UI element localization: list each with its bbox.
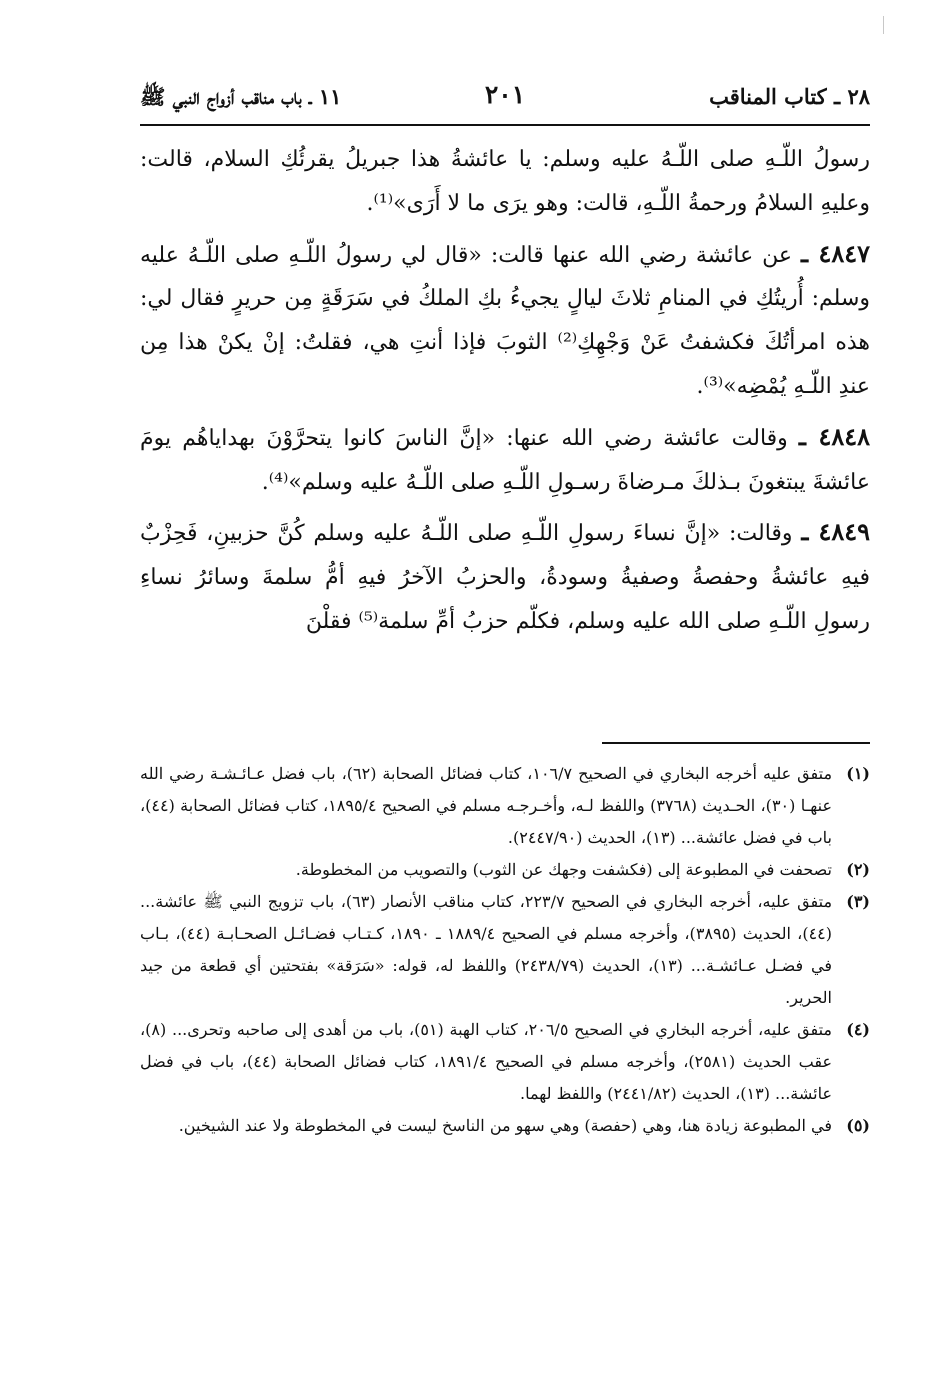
footnote-rule [602,742,870,744]
footnote [140,1014,870,1110]
footnotes [140,758,870,1142]
hadith-number: ٤٨٤٩ ـ [801,517,871,547]
hadith-4848 [140,415,870,505]
footnote-number: (٣) [846,892,870,911]
footnote-text: تصحفت في المطبوعة إلى (فكشفت وجهك عن الثوب) والتصويب من المخطوطة. [295,860,832,879]
running-header [140,80,870,116]
footnote-text: متفق عليه، أخرجه البخاري في الصحيح ٢٠٦/٥، كتاب الهبة (٥١)، باب من أهدى إلى صاحبه وتحرى... (٨)، عقب الحديث (٢٥٨١)، وأخرجه مسلم في الصحيح ١٨٩١/٤، كتاب فضائل الصحابة (٤٤)، باب في فضل عائشة... (١٣)، الحديث (٢٤٤١/٨٢) واللفظ لهما. [140,1020,833,1103]
footnote-text: متفق عليه، أخرجه البخاري في الصحيح ٢٢٣/٧، كتاب مناقب الأنصار (٦٣)، باب تزويج النبي ﷺ عائشة... (٤٤)، الحديث (٣٨٩٥)، وأخرجه مسلم في الصحيح ١٨٨٩/٤ ـ ١٨٩٠، كـتـاب فضـائـل الصحـابـة (٤٤)، بـاب في فضـل عـائشـة... (١٣)، الحديث (٢٤٣٨/٧٩) واللفظ له، قوله: «سَرَقة» بفتحتين أي قطعة من جيد الحرير. [140,892,833,1007]
main-text [140,138,870,650]
scan-edge-mark [883,16,884,34]
footnote-text: متفق عليه أخرجه البخاري في الصحيح ١٠٦/٧، كتاب فضائل الصحابة (٦٢)، باب فضل عـائـشـة رضي الله عنهـا (٣٠)، الحـديث (٣٧٦٨) واللفظ لـه، وأخـرجـه مسلم في الصحيح ١٨٩٥/٤، كتاب فضائل الصحابة (٤٤)، باب في فضل عائشة... (١٣)، الحديث (٢٤٤٧/٩٠). [140,764,833,847]
footnote [140,886,870,1014]
hadith-4849 [140,510,870,643]
footnote-number: (٢) [846,860,870,879]
footnote [140,854,870,886]
footnote-text: في المطبوعة زيادة هنا، وهي (حفصة) وهي سهو من الناسخ ليست في المخطوطة ولا عند الشيخين. [178,1116,832,1135]
header-book-title: ٢٨ ـ كتاب المناقب [709,84,870,109]
footnote-number: (٤) [846,1020,870,1039]
page-number: ٢٠١ [484,80,526,109]
book-page [140,0,870,1392]
footnote-number: (١) [846,764,870,783]
continued-paragraph: رسولُ اللّـهِ صلى اللّـهُ عليه وسلم: يا عائشةُ هذا جبريلُ يقرئُكِ السلام، قالت: وعليهِ السلامُ ورحمةُ اللّـهِ، قالت: وهو يرَى ما لا أَرَى»⁽¹⁾. [140,147,870,216]
header-chapter-title: ١١ ـ باب مناقب أزواج النبي ﷺ [140,84,342,109]
hadith-text: وقالت عائشة رضي الله عنها: «إنَّ الناسَ كانوا يتحرَّوْنَ بهداياهُم يومَ عائشةَ يبتغونَ بـذلكَ مـرضاةَ رسـولِ اللّـهِ صلى اللّـهُ عليه وسلم»⁽⁴⁾. [140,425,870,495]
footnote [140,758,870,854]
footnote-number: (٥) [846,1116,870,1135]
footnote [140,1110,870,1142]
header-rule [140,124,870,126]
hadith-4847 [140,232,870,409]
hadith-text: عن عائشة رضي الله عنها قالت: «قال لي رسولُ اللّـهِ صلى اللّـهُ عليه وسلم: أُريتُكِ في المنامِ ثلاثَ ليالٍ يجيءُ بكِ الملكُ في سَرَقَةٍ مِن حريرٍ فقال لي: هذه امرأتُكَ فكشفتُ عَنْ وَجْهِكِ⁽²⁾ الثوبَ فإذا أنتِ هي، فقلتُ: إنْ يكنْ هذا مِن عندِ اللّـهِ يُمْضِه»⁽³⁾. [140,242,870,399]
hadith-text: وقالت: «إنَّ نساءَ رسولِ اللّـهِ صلى اللّـهُ عليه وسلم كُنَّ حزبينِ، فَحِزْبٌ فيهِ عائشةُ وحفصةُ وصفيةُ وسودةُ، والحزبُ الآخرُ فيهِ أمُّ سلمةَ وسائرُ نساءِ رسولِ اللّـهِ صلى الله عليه وسلم، فكلّم حزبُ أمِّ سلمة⁽⁵⁾ فقلْنَ [140,521,870,634]
hadith-number: ٤٨٤٨ ـ [798,421,870,451]
hadith-number: ٤٨٤٧ ـ [801,238,870,268]
